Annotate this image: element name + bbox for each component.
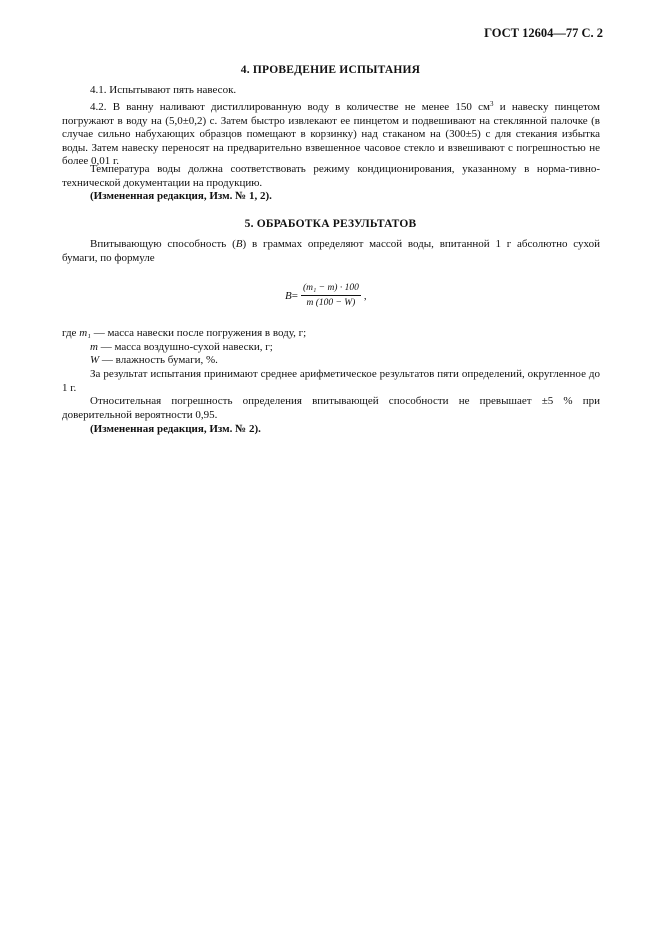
formula-fraction	[301, 283, 361, 308]
section-4-title: 4. ПРОВЕДЕНИЕ ИСПЫТАНИЯ	[240, 64, 421, 76]
formula-comma: ,	[363, 289, 367, 302]
formula-denominator: m (100 − W)	[306, 298, 356, 308]
edition-note-5: (Измененная редакция, Изм. № 2).	[90, 423, 261, 435]
definition-m: m — масса воздушно-сухой навески, г;	[90, 341, 273, 353]
formula-lhs: B	[285, 289, 292, 302]
formula-equals: =	[291, 289, 298, 302]
paragraph-result: За результат испытания принимают среднее арифметическое результатов пяти определений, округленное до 1 г.	[62, 368, 600, 394]
paragraph-4-2: 4.2. В ванну наливают дистиллированную воду в количестве не менее 150 $см^3$ и навеску пинцетом погружают в воду на (5,0±0,2) с. Затем быстро извлекают ее пинцетом и подвешивают на стеклянной палочке (в случае сильно набухающих образцов помещают в корзинку) над стаканом на (300±5) с для стекания избытка воды. Затем навеску переносят на предварительно взвешенное часовое стекло и взвешивают с погрешностью не более 0,01 г.	[62, 100, 601, 168]
paragraph-water-temperature: Температура воды должна соответствовать режиму кондиционирования, указанному в норма-тивно-технической документации на продукцию.	[62, 163, 600, 189]
section-5-title: 5. ОБРАБОТКА РЕЗУЛЬТАТОВ	[244, 218, 417, 230]
paragraph-5-intro: Впитывающую способность (B) в граммах определяют массой воды, впитанной 1 г абсолютно сухой бумаги, по формуле	[62, 238, 600, 264]
paragraph-4-1: 4.1. Испытывают пять навесок.	[90, 84, 237, 96]
absorption-formula	[285, 283, 367, 308]
edition-note-4: (Измененная редакция, Изм. № 1, 2).	[90, 190, 272, 202]
definition-m1: где m₁ — масса навески после погружения в воду, г;	[62, 327, 307, 339]
page-header: ГОСТ 12604—77 С. 2	[484, 26, 603, 40]
formula-numerator: (m₁ − m) · 100	[301, 283, 361, 296]
paragraph-error: Относительная погрешность определения впитывающей способности не превышает ±5 % при доверительной вероятности 0,95.	[62, 395, 600, 421]
definition-w: W — влажность бумаги, %.	[90, 354, 218, 366]
